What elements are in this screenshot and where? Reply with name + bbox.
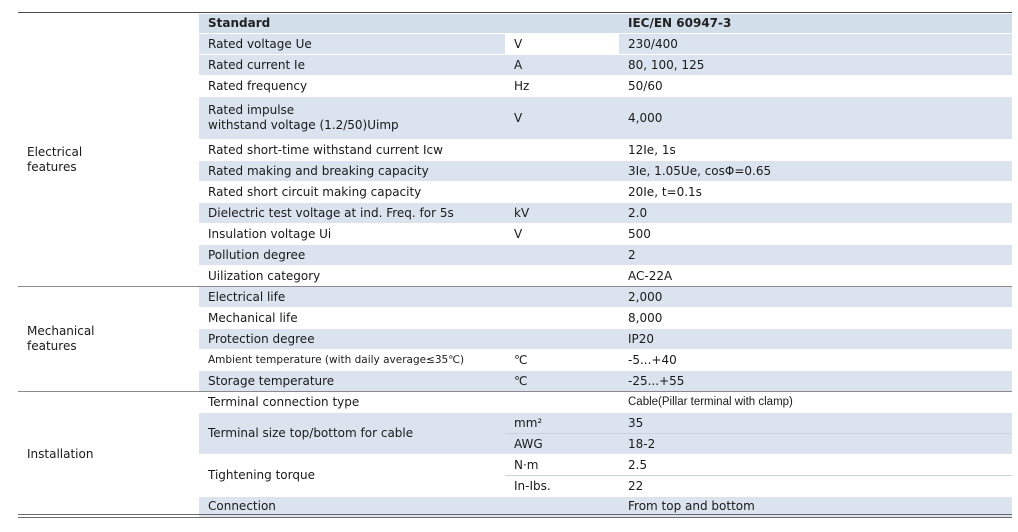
param-cell: Rated short-time withstand current Icw [199, 140, 505, 161]
header-unit-blank [505, 14, 619, 34]
value-cell: AC-22A [619, 266, 1012, 287]
value-cell: 80, 100, 125 [619, 55, 1012, 76]
param-cell: Pollution degree [199, 245, 505, 266]
unit-cell [505, 329, 619, 350]
bottom-rule-secondary [18, 517, 1012, 518]
value-cell: 12Ie, 1s [619, 140, 1012, 161]
value-cell: -5...+40 [619, 350, 1012, 371]
param-cell: Rated frequency [199, 76, 505, 97]
header-label: Standard [199, 14, 505, 34]
param-cell: Rated making and breaking capacity [199, 161, 505, 182]
param-cell: Insulation voltage Ui [199, 224, 505, 245]
group-mechanical: Mechanical features [18, 287, 199, 392]
unit-cell [505, 308, 619, 329]
param-cell: Rated current Ie [199, 55, 505, 76]
unit-cell [505, 182, 619, 203]
value-cell: 500 [619, 224, 1012, 245]
unit-cell: ℃ [505, 371, 619, 392]
value-cell: 35 [619, 413, 1012, 434]
value-cell: 50/60 [619, 76, 1012, 97]
unit-cell: AWG [505, 434, 619, 455]
value-cell: 2.5 [619, 455, 1012, 476]
value-cell: 18-2 [619, 434, 1012, 455]
unit-cell: ℃ [505, 350, 619, 371]
value-cell: 4,000 [619, 97, 1012, 140]
param-cell: Mechanical life [199, 308, 505, 329]
group-electrical: Electrical features [18, 34, 199, 287]
unit-cell: V [505, 224, 619, 245]
value-cell: 8,000 [619, 308, 1012, 329]
value-cell: 22 [619, 476, 1012, 497]
unit-cell: V [505, 34, 619, 55]
value-cell: 2,000 [619, 287, 1012, 308]
group-installation: Installation [18, 392, 199, 517]
bottom-rule [18, 514, 1012, 515]
param-cell: Connection [199, 497, 505, 517]
unit-cell [505, 392, 619, 413]
header-blank [18, 14, 199, 34]
param-cell: Electrical life [199, 287, 505, 308]
param-cell: Rated short circuit making capacity [199, 182, 505, 203]
unit-cell [505, 287, 619, 308]
value-cell: IP20 [619, 329, 1012, 350]
unit-cell [505, 266, 619, 287]
param-cell: Tightening torque [199, 455, 505, 497]
value-cell: -25...+55 [619, 371, 1012, 392]
header-row [18, 14, 1012, 34]
table-row [18, 392, 1012, 413]
header-value: IEC/EN 60947-3 [619, 14, 1012, 34]
param-cell: Rated impulse withstand voltage (1.2/50)Uimp [199, 97, 505, 140]
value-cell: From top and bottom [619, 497, 1012, 517]
spec-sheet [18, 0, 1012, 532]
unit-cell [505, 161, 619, 182]
value-cell: 2.0 [619, 203, 1012, 224]
unit-cell: N·m [505, 455, 619, 476]
top-rule [18, 12, 1012, 13]
param-cell: Protection degree [199, 329, 505, 350]
param-cell: Terminal size top/bottom for cable [199, 413, 505, 455]
value-cell: 2 [619, 245, 1012, 266]
param-cell: Uilization category [199, 266, 505, 287]
table-row [18, 34, 1012, 55]
unit-cell: mm² [505, 413, 619, 434]
param-cell: Terminal connection type [199, 392, 505, 413]
unit-cell: A [505, 55, 619, 76]
unit-cell: V [505, 97, 619, 140]
unit-cell [505, 245, 619, 266]
value-cell: 20Ie, t=0.1s [619, 182, 1012, 203]
table-row [18, 287, 1012, 308]
unit-cell: In-Ibs. [505, 476, 619, 497]
param-cell: Dielectric test voltage at ind. Freq. for 5s [199, 203, 505, 224]
unit-cell: kV [505, 203, 619, 224]
unit-cell: Hz [505, 76, 619, 97]
param-cell: Rated voltage Ue [199, 34, 505, 55]
value-cell: 230/400 [619, 34, 1012, 55]
value-cell: Cable(Pillar terminal with clamp) [619, 392, 1012, 413]
value-cell: 3Ie, 1.05Ue, cosΦ=0.65 [619, 161, 1012, 182]
spec-table [18, 14, 1012, 517]
unit-cell [505, 140, 619, 161]
param-cell: Storage temperature [199, 371, 505, 392]
param-cell: Ambient temperature (with daily average≤35℃) [199, 350, 505, 371]
